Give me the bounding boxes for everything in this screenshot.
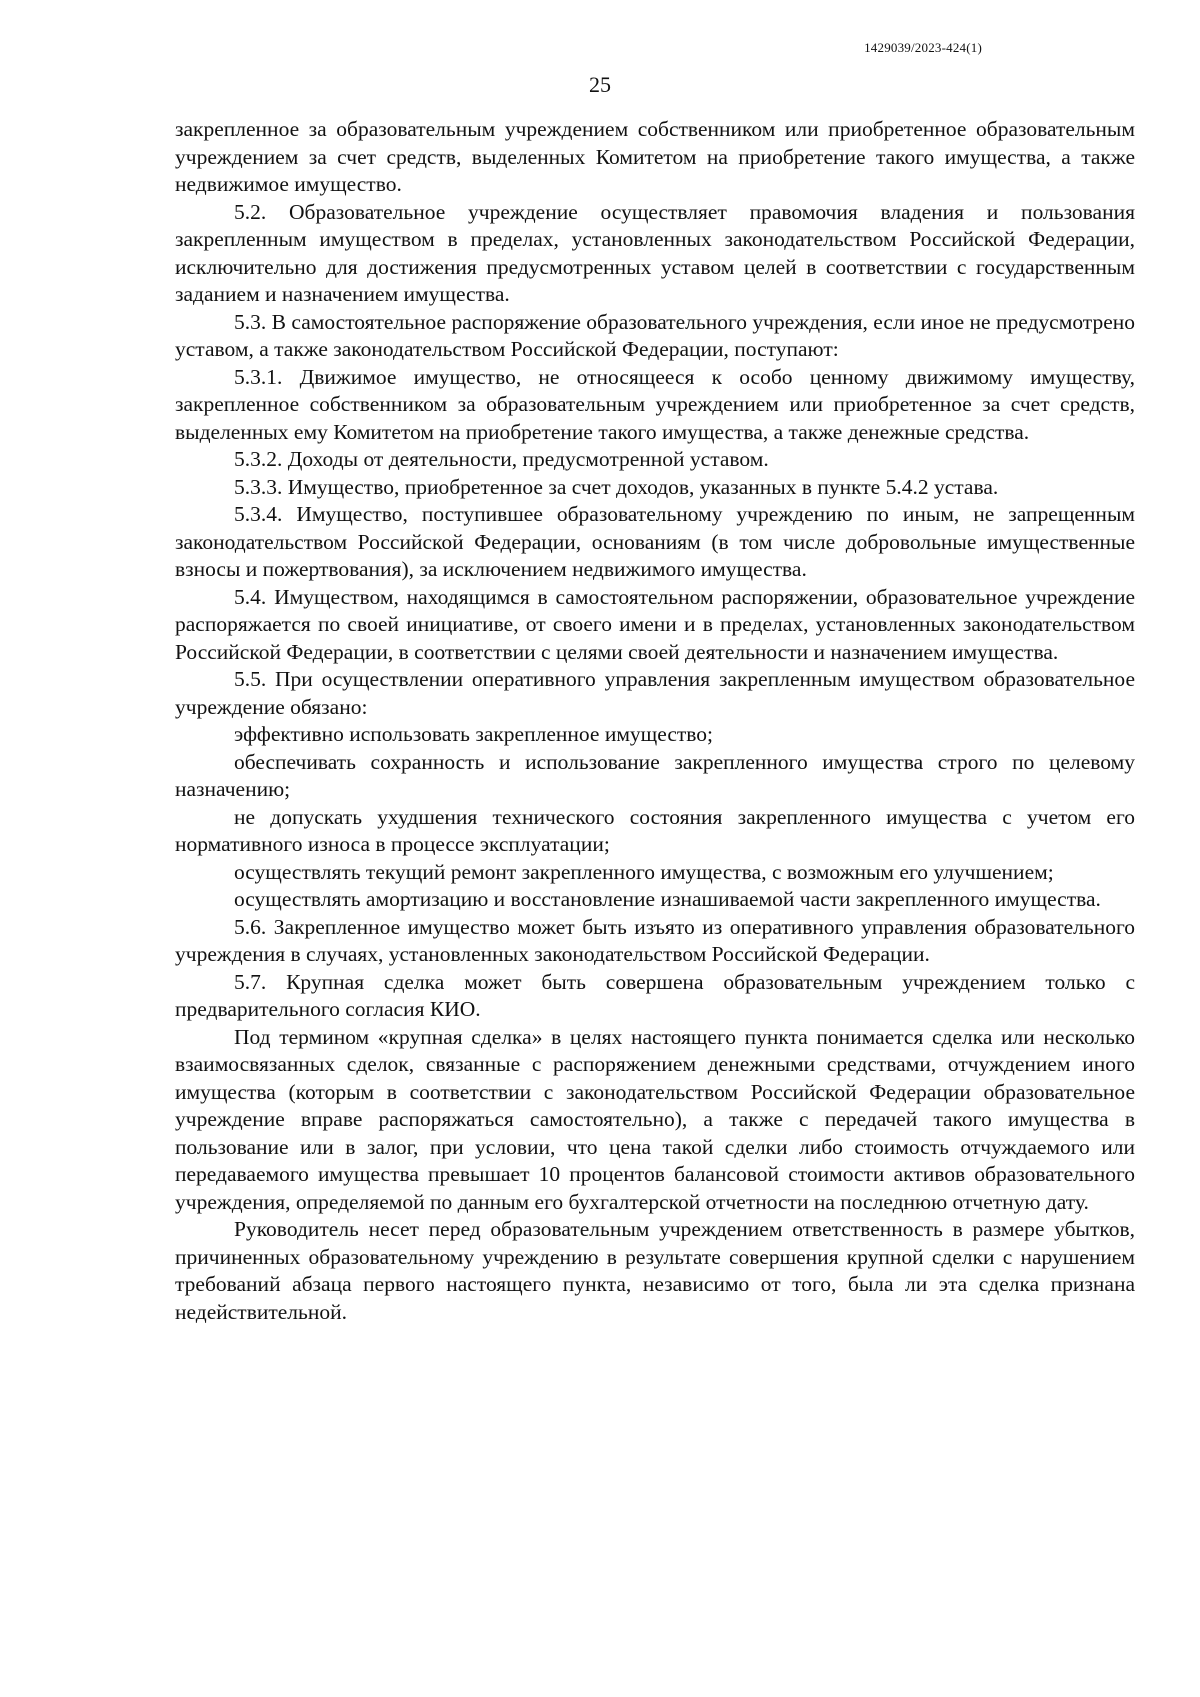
paragraph-director-liability: Руководитель несет перед образовательным учреждением ответственность в размере убытков, причиненных образовательному учреждению в результате совершения крупной сделки с нарушением требований абзаца первого настоящего пункта, независимо от того, была ли эта сделка признана недействительной. bbox=[175, 1217, 1135, 1324]
paragraph-5-3-2: 5.3.2. Доходы от деятельности, предусмотренной уставом. bbox=[234, 447, 769, 471]
paragraph-5-7: 5.7. Крупная сделка может быть совершена образовательным учреждением только с предварительного согласия КИО. bbox=[175, 969, 1135, 1021]
document-body bbox=[175, 116, 1135, 1326]
duty-item-effective-use: эффективно использовать закрепленное имущество; bbox=[234, 722, 713, 746]
paragraph-5-6: 5.6. Закрепленное имущество может быть изъято из оперативного управления образовательного учреждения в случаях, установленных законодательством Российской Федерации. bbox=[175, 914, 1135, 966]
paragraph-5-3-3: 5.3.3. Имущество, приобретенное за счет доходов, указанных в пункте 5.4.2 устава. bbox=[234, 474, 999, 499]
duty-item-repair: осуществлять текущий ремонт закрепленного имущества, с возможным его улучшением; bbox=[234, 859, 1054, 884]
paragraph-5-3-4: 5.3.4. Имущество, поступившее образовательному учреждению по иным, не запрещенным законодательством Российской Федерации, основаниям (в том числе добровольные имущественные взносы и пожертвования), за исключением недвижимого имущества. bbox=[175, 502, 1135, 581]
duty-item-depreciation: осуществлять амортизацию и восстановление изнашиваемой части закрепленного имущества. bbox=[234, 887, 1101, 911]
paragraph-5-3-1: 5.3.1. Движимое имущество, не относящееся к особо ценному движимому имуществу, закрепленное собственником за образовательным учреждением или приобретенное за счет средств, выделенных ему Комитетом на приобретение такого имущества, а также денежные средства. bbox=[175, 364, 1135, 444]
duty-item-preservation: обеспечивать сохранность и использование закрепленного имущества строго по целевому назначению; bbox=[175, 749, 1135, 801]
paragraph-5-5: 5.5. При осуществлении оперативного управления закрепленным имуществом образовательное учреждение обязано: bbox=[175, 667, 1135, 719]
paragraph-5-4: 5.4. Имуществом, находящимся в самостоятельном распоряжении, образовательное учреждение распоряжается по своей инициативе, от своего имени и в пределах, установленных законодательством Российской Федерации, в соответствии с целями своей деятельности и назначением имущества. bbox=[175, 584, 1135, 664]
paragraph-continuation: закрепленное за образовательным учреждением собственником или приобретенное образовательным учреждением за счет средств, выделенных Комитетом на приобретение такого имущества, а также недвижимое имущество. bbox=[175, 117, 1135, 196]
document-number: 1429039/2023-424(1) bbox=[864, 40, 982, 55]
paragraph-5-3: 5.3. В самостоятельное распоряжение образовательного учреждения, если иное не предусмотрено уставом, а также законодательством Российской Федерации, поступают: bbox=[175, 309, 1135, 361]
paragraph-major-deal-definition: Под термином «крупная сделка» в целях настоящего пункта понимается сделка или несколько взаимосвязанных сделок, связанные с распоряжением денежными средствами, отчуждением иного имущества (которым в соответствии с законодательством Российской Федерации образовательное учреждение вправе распоряжаться самостоятельно), а также с передачей такого имущества в пользование или в залог, при условии, что цена такой сделки либо стоимость отчуждаемого или передаваемого имущества превышает 10 процентов балансовой стоимости активов образовательного учреждения, определяемой по данным его бухгалтерской отчетности на последнюю отчетную дату. bbox=[175, 1024, 1135, 1214]
page-number: 25 bbox=[589, 72, 611, 97]
duty-item-technical-state: не допускать ухудшения технического состояния закрепленного имущества с учетом его нормативного износа в процессе эксплуатации; bbox=[175, 804, 1135, 856]
paragraph-5-2: 5.2. Образовательное учреждение осуществляет правомочия владения и пользования закрепленным имуществом в пределах, установленных законодательством Российской Федерации, исключительно для достижения предусмотренных уставом целей в соответствии с государственным заданием и назначением имущества. bbox=[175, 199, 1135, 306]
